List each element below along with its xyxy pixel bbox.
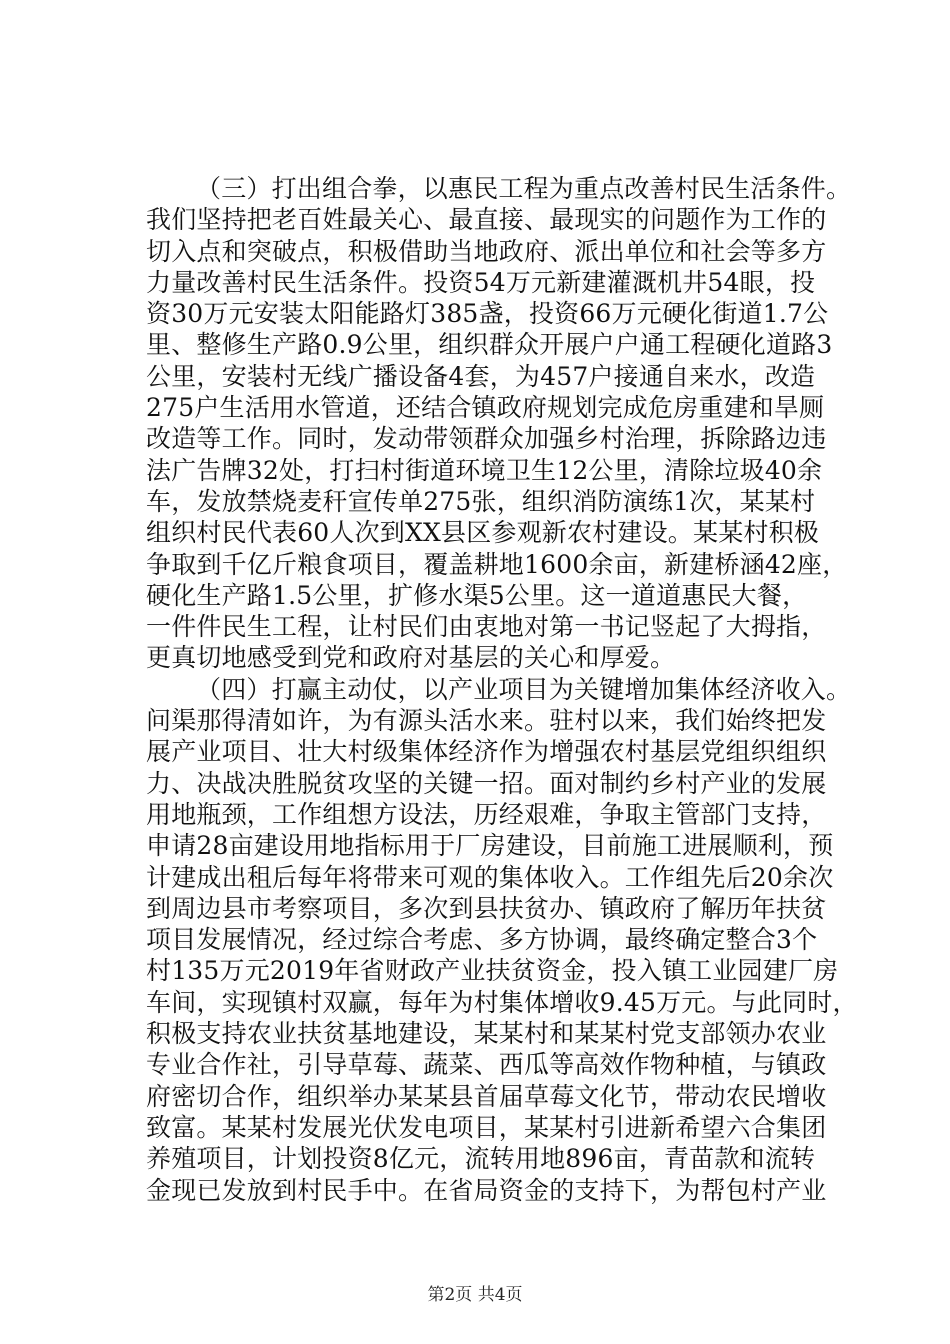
text-line: 致富。某某村发展光伏发电项目，某某村引进新希望六合集团 — [146, 1112, 827, 1142]
text-line: 275户生活用水管道，还结合镇政府规划完成危房重建和旱厕 — [146, 393, 825, 423]
text-line: 争取到千亿斤粮食项目，覆盖耕地1600余亩，新建桥涵42座， — [146, 549, 848, 579]
text-line: 一件件民生工程，让村民们由衷地对第一书记竖起了大拇指， — [146, 612, 827, 642]
text-line: 积极支持农业扶贫基地建设，某某村和某某村党支部领办农业 — [146, 1019, 827, 1049]
text-line: 法广告牌32处，打扫村街道环境卫生12公里，清除垃圾40余 — [146, 455, 823, 485]
paragraph-heading-3: （三）打出组合拳，以惠民工程为重点改善村民生活条件。 — [196, 174, 852, 203]
text-line: 府密切合作，组织举办某某县首届草莓文化节，带动农民增收 — [146, 1081, 827, 1111]
text-line: 里、整修生产路0.9公里，组织群众开展户户通工程硬化道路3 — [146, 330, 833, 360]
text-line: 用地瓶颈，工作组想方设法，历经艰难，争取主管部门支持， — [146, 799, 827, 829]
text-line: 力、决战决胜脱贫攻坚的关键一招。面对制约乡村产业的发展 — [146, 768, 827, 798]
text-line: 组织村民代表60人次到XX县区参观新农村建设。某某村积极 — [146, 518, 820, 548]
page-number-footer: 第2页 共4页 — [427, 1285, 523, 1305]
text-line: 我们坚持把老百姓最关心、最直接、最现实的问题作为工作的 — [146, 205, 827, 235]
text-line: 申请28亩建设用地指标用于厂房建设，目前施工进展顺利，预 — [146, 831, 834, 861]
text-line: 车，发放禁烧麦秆宣传单275张，组织消防演练1次，某某村 — [146, 486, 816, 516]
text-line: 计建成出租后每年将带来可观的集体收入。工作组先后20余次 — [146, 862, 834, 892]
text-line: 问渠那得清如许，为有源头活水来。驻村以来，我们始终把发 — [146, 706, 827, 736]
text-line: 到周边县市考察项目，多次到县扶贫办、镇政府了解历年扶贫 — [146, 893, 827, 923]
text-line: 村135万元2019年省财政产业扶贫资金，投入镇工业园建厂房 — [146, 956, 839, 986]
document-body — [146, 173, 858, 1206]
text-line: 车间，实现镇村双赢，每年为村集体增收9.45万元。与此同时， — [146, 987, 858, 1017]
text-line: 专业合作社，引导草莓、蔬菜、西瓜等高效作物种植，与镇政 — [146, 1050, 827, 1080]
paragraph-heading-4: （四）打赢主动仗，以产业项目为关键增加集体经济收入。 — [196, 674, 852, 704]
text-line: 养殖项目，计划投资8亿元，流转用地896亩，青苗款和流转 — [146, 1144, 816, 1174]
text-line: 展产业项目、壮大村级集体经济作为增强农村基层党组织组织 — [146, 737, 827, 767]
text-line: 更真切地感受到党和政府对基层的关心和厚爱。 — [146, 643, 676, 673]
text-line: 金现已发放到村民手中。在省局资金的支持下，为帮包村产业 — [146, 1175, 827, 1205]
text-line: 项目发展情况，经过综合考虑、多方协调，最终确定整合3个 — [146, 925, 818, 955]
text-line: 改造等工作。同时，发动带领群众加强乡村治理，拆除路边违 — [146, 424, 827, 454]
text-line: 切入点和突破点，积极借助当地政府、派出单位和社会等多方 — [146, 236, 827, 266]
text-line: 公里，安装村无线广播设备4套，为457户接通自来水，改造 — [146, 361, 816, 391]
text-line: 力量改善村民生活条件。投资54万元新建灌溉机井54眼，投 — [146, 267, 816, 297]
text-line: 资30万元安装太阳能路灯385盏，投资66万元硬化街道1.7公 — [146, 299, 829, 329]
text-line: 硬化生产路1.5公里，扩修水渠5公里。这一道道惠民大餐， — [146, 580, 808, 610]
